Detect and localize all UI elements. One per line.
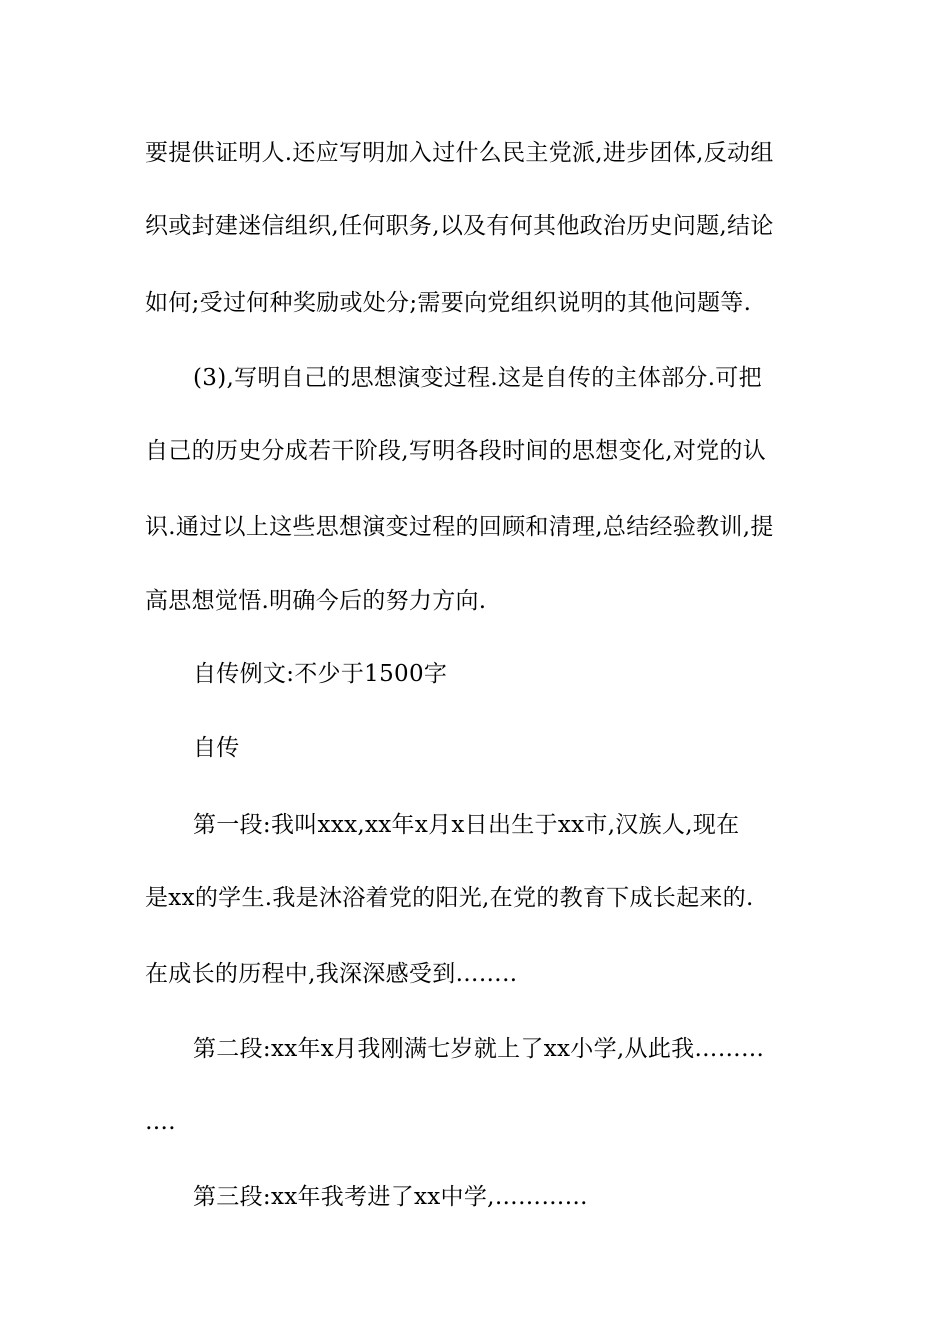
paragraph-line: 第二段:xx年x月我刚满七岁就上了xx小学,从此我……… [193,1036,765,1062]
paragraph-line: …. [145,1109,176,1135]
paragraph-line: 织或封建迷信组织,任何职务,以及有何其他政治历史问题,结论 [145,213,774,239]
paragraph-line: 在成长的历程中,我深深感受到…….. [145,961,518,987]
paragraph-line: 自己的历史分成若干阶段,写明各段时间的思想变化,对党的认 [145,438,767,464]
paragraph-line: (3),写明自己的思想演变过程.这是自传的主体部分.可把 [193,365,762,391]
paragraph-line: 要提供证明人.还应写明加入过什么民主党派,进步团体,反动组 [145,140,774,166]
paragraph-line: 是xx的学生.我是沐浴着党的阳光,在党的教育下成长起来的. [145,885,754,911]
paragraph-line: 自传例文:不少于1500字 [193,661,448,687]
paragraph-line: 识.通过以上这些思想演变过程的回顾和清理,总结经验教训,提 [145,514,774,540]
paragraph-line: 高思想觉悟.明确今后的努力方向. [145,588,487,614]
paragraph-line: 第一段:我叫xxx,xx年x月x日出生于xx市,汉族人,现在 [193,812,740,838]
paragraph-line: 如何;受过何种奖励或处分;需要向党组织说明的其他问题等. [145,290,752,316]
paragraph-line: 第三段:xx年我考进了xx中学,………… [193,1184,588,1210]
section-heading: 自传 [193,735,240,761]
